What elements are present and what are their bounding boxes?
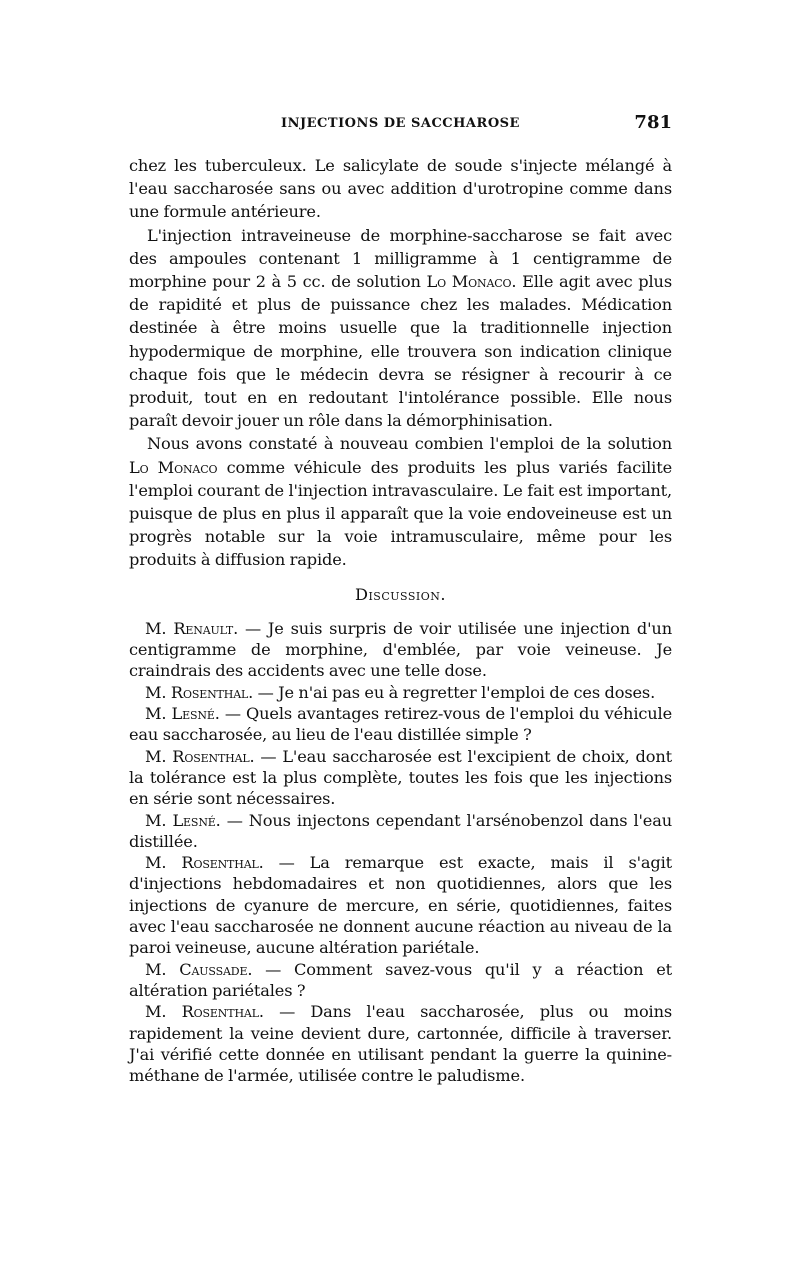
- discussion-entry: [129, 1001, 672, 1086]
- book-page: [129, 112, 672, 1086]
- speaker-remark: — Comment savez-vous qu'il y a réaction et altération pariétales ?: [129, 959, 672, 1000]
- speaker-remark: — Nous injectons cependant l'arsénobenzol dans l'eau distillée.: [129, 810, 673, 851]
- discussion-heading: Discussion.: [354, 584, 447, 604]
- running-head: [129, 112, 672, 142]
- speaker-remark: — Je n'ai pas eu à regretter l'emploi de ces doses.: [253, 682, 656, 702]
- lo-monaco-name: Lo Monaco: [426, 272, 512, 292]
- speaker-name: M. Caussade.: [145, 959, 253, 979]
- speaker-name: M. Rosenthal.: [145, 682, 254, 702]
- discussion-entry: [129, 618, 672, 682]
- speaker-remark: — Je suis surpris de voir utilisée une injection d'un centigramme de morphine, d'emblée, par voie veineuse. Je craindrais des accidents avec une telle dose.: [129, 618, 672, 681]
- paragraph-3-text-b: comme véhicule des produits les plus variés facilite l'emploi courant de l'injection intravasculaire. Le fait est important, puisque de plus en plus il apparaît que la voie endoveineuse est un progrès notable sur la voie intramusculaire, même pour les produits à diffusion rapide.: [129, 457, 672, 570]
- speaker-name: M. Renault.: [145, 618, 239, 638]
- speaker-name: M. Rosenthal.: [145, 853, 264, 873]
- paragraph-2: [129, 224, 672, 433]
- speaker-name: M. Rosenthal.: [145, 746, 255, 766]
- body-text: [129, 154, 672, 1086]
- discussion-entry: [129, 852, 672, 958]
- speaker-remark: — Quels avantages retirez-vous de l'emploi du véhicule eau saccharosée, au lieu de l'eau distillée simple ?: [129, 704, 672, 745]
- paragraph-3: [129, 432, 672, 571]
- paragraph-3-text-a: Nous avons constaté à nouveau combien l'emploi de la solution: [147, 434, 672, 454]
- speaker-remark: — La remarque est exacte, mais il s'agit d'injections hebdomadaires et non quotidiennes, alors que les injections de cyanure de mercure, en série, quotidiennes, faites avec l'eau saccharosée ne donnent aucune réaction au niveau de la paroi veineuse, aucune altération pariétale.: [129, 853, 672, 958]
- discussion-entry: [129, 682, 672, 703]
- discussion-entry: [129, 959, 672, 1002]
- speaker-name: M. Lesné.: [145, 810, 221, 830]
- discussion-entry: [129, 746, 672, 810]
- lo-monaco-name: Lo Monaco: [129, 457, 218, 477]
- speaker-name: M. Lesné.: [145, 704, 220, 724]
- discussion-entry: [129, 703, 672, 746]
- discussion-entry: [129, 810, 672, 853]
- speaker-remark: — L'eau saccharosée est l'excipient de choix, dont la tolérance est la plus complète, toutes les fois que les injections en série sont nécessaires.: [129, 746, 672, 809]
- speaker-name: M. Rosenthal.: [145, 1002, 264, 1022]
- running-title: INJECTIONS DE SACCHAROSE: [281, 116, 520, 131]
- speaker-remark: — Dans l'eau saccharosée, plus ou moins rapidement la veine devient dure, cartonnée, difficile à traverser. J'ai vérifié cette donnée en utilisant pendant la guerre la quinine-méthane de l'armée, utilisée contre le paludisme.: [129, 1002, 673, 1086]
- paragraph-2-text-a: L'injection intraveineuse de morphine-saccharose se fait avec des ampoules contenant 1 milligramme à 1 centigramme de morphine pour 2 à 5 cc. de solution: [129, 225, 672, 292]
- paragraph-1: chez les tuberculeux. Le salicylate de soude s'injecte mélangé à l'eau saccharosée sans ou avec addition d'urotropine comme dans une formule antérieure.: [129, 156, 672, 222]
- paragraph-2-text-b: . Elle agit avec plus de rapidité et plus de puissance chez les malades. Médication destinée à être moins usuelle que la traditionnelle injection hypodermique de morphine, elle trouvera son indication clinique chaque fois que le médecin devra se résigner à recourir à ce produit, tout en en redoutant l'intolérance possible. Elle nous paraît devoir jouer un rôle dans la démorphinisation.: [129, 272, 672, 431]
- page-number: 781: [634, 112, 672, 133]
